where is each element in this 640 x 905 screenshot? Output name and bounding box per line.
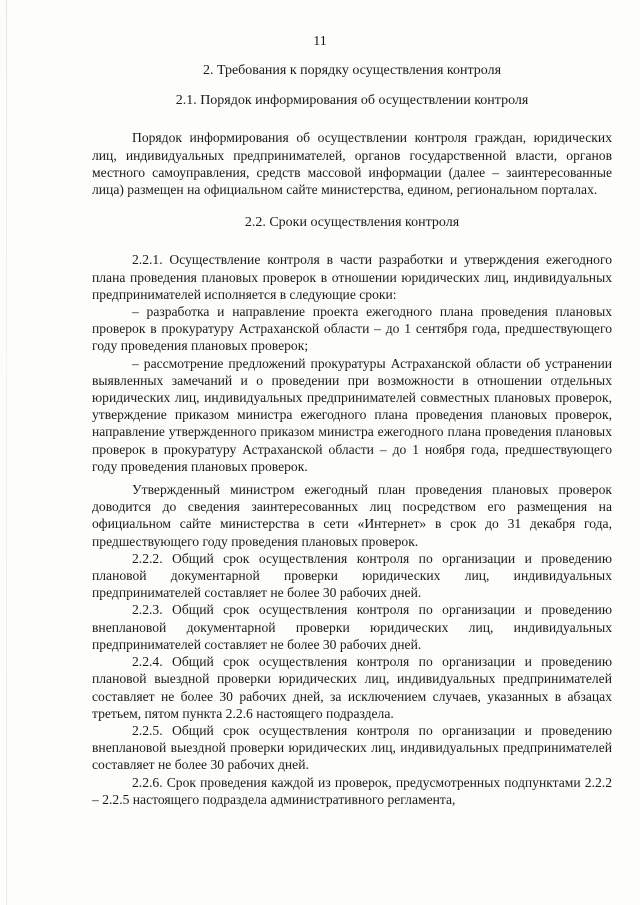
paragraph-bullet-1: – разработка и направление проекта ежегодного плана проведения плановых проверок в прокуратуру Астраханской области – до 1 сентября года, предшествующего году проведения плановых проверок; — [92, 304, 612, 354]
subsection-1-paragraph: Порядок информирования об осуществлении контроля граждан, юридических лиц, индивидуальных предпринимателей, органов государственной власти, органов местного самоуправления, средств массовой информации (далее – заинтересованные лица) размещен на официальном сайте министерства, едином, региональном порталах. — [92, 130, 612, 198]
document-body — [92, 62, 612, 808]
paragraph-approved-plan: Утвержденный министром ежегодный план проведения плановых проверок доводится до сведения заинтересованных лиц посредством его размещения на официальном сайте министерства в сети «Интернет» в срок до 31 декабря года, предшествующего году проведения плановых проверок. — [92, 482, 612, 549]
paragraph-2-2-4: 2.2.4. Общий срок осуществления контроля по организации и проведению плановой выездной проверки юридических лиц, индивидуальных предпринимателей составляет не более 30 рабочих дней, за исключением случаев, указанных в абзацах третьем, пятом пункта 2.2.6 настоящего подраздела. — [92, 654, 612, 721]
scan-edge-shadow — [6, 0, 7, 905]
paragraph-2-2-1: 2.2.1. Осуществление контроля в части разработки и утверждения ежегодного плана проведения плановых проверок в отношении юридических лиц, индивидуальных предпринимателей исполняется в следующие сроки: — [92, 252, 612, 302]
paragraph-bullet-2: – рассмотрение предложений прокуратуры Астраханской области об устранении выявленных замечаний и о проведении при возможности в отношении отдельных юридических лиц, индивидуальных предпринимателей совместных плановых проверок, утверждение приказом министра ежегодного плана проведения плановых проверок, направление утвержденного приказом министра ежегодного плана проведения плановых проверок в прокуратуру Астраханской области – до 1 ноября года, предшествующего году проведения плановых проверок. — [92, 355, 612, 474]
page-number: 11 — [313, 34, 327, 49]
paragraph-2-2-6: 2.2.6. Срок проведения каждой из проверок, предусмотренных подпунктами 2.2.2 – 2.2.5 настоящего подраздела административного регламента, — [92, 774, 612, 807]
paragraph-2-2-5: 2.2.5. Общий срок осуществления контроля по организации и проведению внеплановой выездной проверки юридических лиц, индивидуальных предпринимателей составляет не более 30 рабочих дней. — [92, 722, 612, 773]
section-title: 2. Требования к порядку осуществления контроля — [202, 63, 502, 78]
paragraph-2-2-2: 2.2.2. Общий срок осуществления контроля по организации и проведению плановой документарной проверки юридических лиц, индивидуальных предпринимателей составляет не более 30 рабочих дней. — [92, 550, 612, 601]
subsection-1-title: 2.1. Порядок информирования об осуществлении контроля — [175, 93, 529, 109]
subsection-2-title: 2.2. Сроки осуществления контроля — [244, 215, 460, 231]
paragraph-2-2-3: 2.2.3. Общий срок осуществления контроля по организации и проведению внеплановой документарной проверки юридических лиц, индивидуальных предпринимателей составляет не более 30 рабочих дней. — [92, 602, 612, 652]
